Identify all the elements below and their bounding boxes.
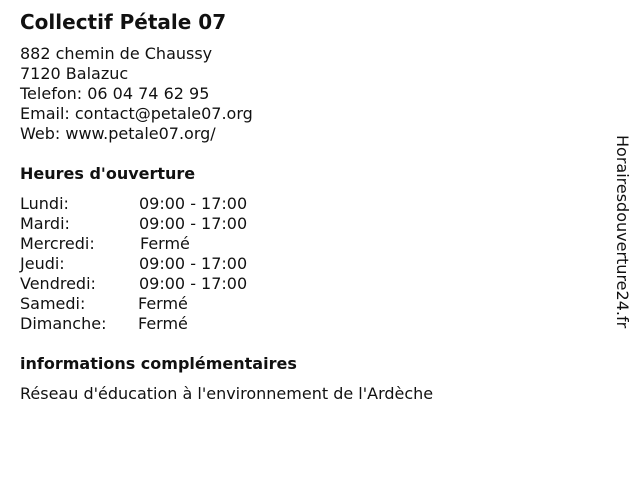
hours-heading: Heures d'ouverture bbox=[20, 164, 196, 183]
day-label: Mardi: bbox=[20, 214, 70, 233]
day-label: Vendredi: bbox=[20, 274, 96, 293]
hours-row-saturday bbox=[20, 294, 320, 314]
hours-value: 09:00 - 17:00 bbox=[139, 274, 248, 293]
street-address: 882 chemin de Chaussy bbox=[20, 44, 213, 63]
hours-row-monday bbox=[20, 194, 320, 214]
day-label: Samedi: bbox=[20, 294, 86, 313]
day-label: Jeudi: bbox=[20, 254, 65, 273]
email-address: Email: contact@petale07.org bbox=[20, 104, 253, 123]
side-brand-logo: Horairesdouverture24.fr bbox=[613, 135, 632, 329]
hours-value: Fermé bbox=[138, 294, 188, 313]
phone-number: Telefon: 06 04 74 62 95 bbox=[20, 84, 210, 103]
day-label: Mercredi: bbox=[20, 234, 95, 253]
page-title: Collectif Pétale 07 bbox=[20, 10, 227, 34]
hours-row-tuesday bbox=[20, 214, 320, 234]
hours-value: 09:00 - 17:00 bbox=[139, 254, 248, 273]
hours-value: 09:00 - 17:00 bbox=[139, 194, 248, 213]
address-block bbox=[20, 44, 253, 144]
hours-row-wednesday bbox=[20, 234, 320, 254]
city-address: 7120 Balazuc bbox=[20, 64, 129, 83]
hours-row-thursday bbox=[20, 254, 320, 274]
hours-value: 09:00 - 17:00 bbox=[139, 214, 248, 233]
day-label: Lundi: bbox=[20, 194, 69, 213]
info-heading: informations complémentaires bbox=[20, 354, 297, 373]
hours-row-sunday bbox=[20, 314, 320, 334]
hours-value: Fermé bbox=[138, 314, 188, 333]
website: Web: www.petale07.org/ bbox=[20, 124, 216, 143]
hours-row-friday bbox=[20, 274, 320, 294]
hours-value: Fermé bbox=[140, 234, 190, 253]
day-label: Dimanche: bbox=[20, 314, 107, 333]
info-description: Réseau d'éducation à l'environnement de l'Ardèche bbox=[20, 384, 434, 403]
hours-table bbox=[20, 194, 320, 334]
